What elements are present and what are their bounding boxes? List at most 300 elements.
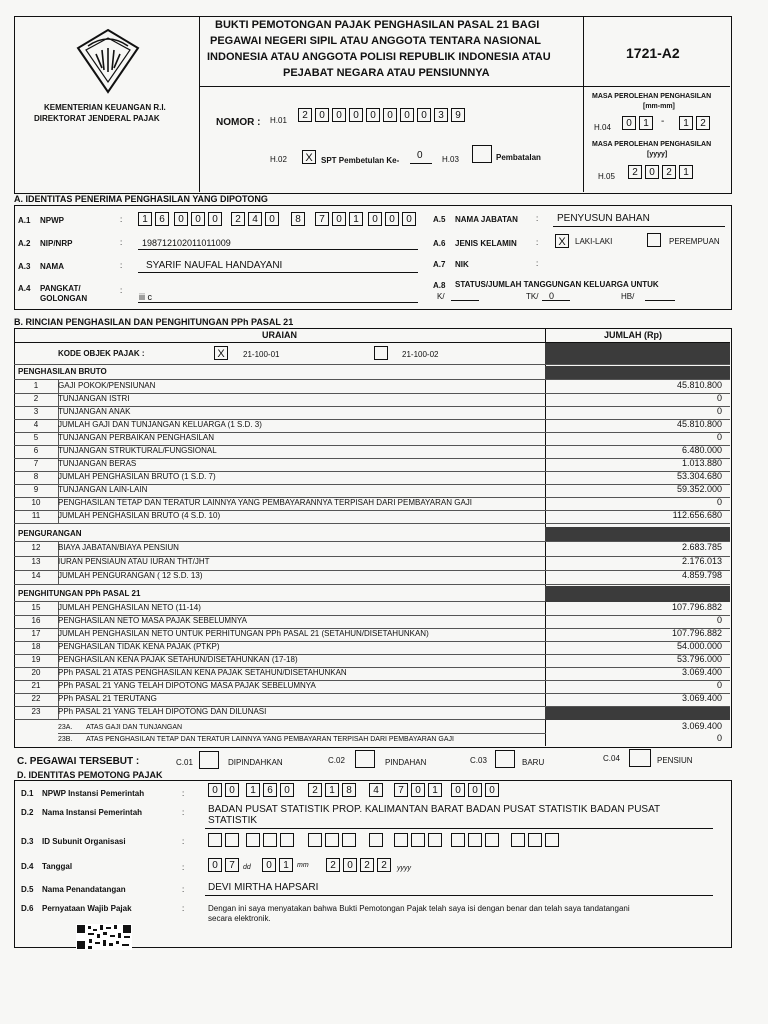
row-number: 8 bbox=[33, 472, 39, 481]
masa-from-digit[interactable]: 1 bbox=[639, 116, 653, 130]
npwp-digit[interactable]: 0 bbox=[402, 212, 416, 226]
row-23b-value[interactable]: 0 bbox=[716, 733, 722, 743]
pindahan-checkbox[interactable] bbox=[355, 750, 375, 768]
mm-label: mm bbox=[297, 862, 309, 869]
d2-code: D.2 bbox=[21, 808, 34, 817]
row-amount[interactable]: 112.656.680 bbox=[672, 510, 722, 520]
date-month-cells bbox=[262, 858, 296, 872]
row-amount[interactable]: 2.683.785 bbox=[681, 542, 722, 552]
row-amount[interactable]: 107.796.882 bbox=[671, 602, 722, 612]
jabatan-line bbox=[553, 226, 725, 227]
form-title-line-3: INDONESIA ATAU ANGGOTA POLISI REPUBLIK INDONESIA ATAU bbox=[207, 51, 551, 63]
row-description: PPh PASAL 21 ATAS PENGHASILAN KENA PAJAK SETAHUN/DISETAHUNKAN bbox=[58, 668, 347, 677]
table-row bbox=[14, 497, 730, 511]
section-b-heading: B. RINCIAN PENGHASILAN DAN PENGHITUNGAN PPh PASAL 21 bbox=[14, 317, 294, 327]
kode-21-100-02-label: 21-100-02 bbox=[402, 350, 439, 359]
a4-colon: : bbox=[120, 286, 123, 295]
nik-label: NIK bbox=[455, 260, 469, 269]
statement-line-2: secara elektronik. bbox=[208, 914, 271, 923]
row-23b-text: ATAS PENGHASILAN TETAP DAN TERATUR LAINNYA YANG PEMBAYARAN TERPISAH DARI PEMBAYARAN GAJI bbox=[86, 736, 454, 743]
pensiun-checkbox[interactable] bbox=[629, 749, 651, 767]
date-year-digit[interactable]: 2 bbox=[360, 858, 374, 872]
d1-group-5 bbox=[394, 783, 445, 797]
golongan-line bbox=[138, 302, 418, 303]
a5-colon: : bbox=[536, 214, 539, 223]
d1-npwp-digit[interactable]: 0 bbox=[208, 783, 222, 797]
npwp-digit[interactable]: 0 bbox=[174, 212, 188, 226]
perempuan-checkbox[interactable] bbox=[647, 233, 661, 247]
d3-cell[interactable] bbox=[246, 833, 260, 847]
d1-colon: : bbox=[182, 789, 185, 798]
d1-npwp-digit[interactable]: 1 bbox=[428, 783, 442, 797]
row-number: 21 bbox=[31, 681, 41, 690]
row-number: 4 bbox=[33, 420, 39, 429]
form-title-line-1: BUKTI PEMOTONGAN PAJAK PENGHASILAN PASAL 21 BAGI bbox=[215, 19, 540, 31]
npwp-digit[interactable]: 0 bbox=[191, 212, 205, 226]
table-row bbox=[14, 615, 730, 629]
d1-npwp-digit[interactable]: 2 bbox=[308, 783, 322, 797]
row-amount[interactable]: 107.796.882 bbox=[671, 628, 722, 638]
table-row bbox=[14, 628, 730, 642]
tk-value[interactable]: 0 bbox=[549, 291, 555, 301]
form-title-line-4: PEJABAT NEGARA ATAU PENSIUNNYA bbox=[283, 67, 490, 79]
npwp-digit[interactable]: 6 bbox=[155, 212, 169, 226]
row-number: 18 bbox=[31, 642, 41, 651]
signer-name[interactable]: DEVI MIRTHA HAPSARI bbox=[208, 882, 319, 893]
row-23a-text: ATAS GAJI DAN TUNJANGAN bbox=[86, 724, 183, 731]
d1-code: D.1 bbox=[21, 789, 34, 798]
nomor-digit[interactable]: 2 bbox=[298, 108, 312, 122]
row-description: PPh PASAL 21 YANG TELAH DIPOTONG MASA PAJAK SEBELUMNYA bbox=[58, 681, 316, 690]
pembatalan-checkbox[interactable] bbox=[472, 145, 492, 163]
nomor-digit[interactable]: 9 bbox=[451, 108, 465, 122]
npwp-digit[interactable]: 7 bbox=[315, 212, 329, 226]
row-23b-code: 23B. bbox=[58, 736, 73, 743]
c01-code: C.01 bbox=[176, 758, 193, 767]
nomor-digit[interactable]: 0 bbox=[383, 108, 397, 122]
row-amount[interactable]: 1.013.880 bbox=[681, 458, 722, 468]
d3-colon: : bbox=[182, 837, 185, 846]
row-description: JUMLAH GAJI DAN TUNJANGAN KELUARGA (1 S.D. 3) bbox=[58, 420, 262, 429]
row-description: PENGHASILAN TETAP DAN TERATUR LAINNYA YANG PEMBAYARANNYA TERPISAH DARI PEMBAYARAN GAJI bbox=[58, 498, 473, 507]
d3-label: ID Subunit Organisasi bbox=[42, 837, 126, 846]
header-divider-1 bbox=[199, 16, 200, 192]
d1-npwp-digit[interactable]: 4 bbox=[369, 783, 383, 797]
tk-line bbox=[542, 300, 570, 301]
masa-from-cells bbox=[622, 116, 656, 130]
row-description: TUNJANGAN LAIN-LAIN bbox=[58, 485, 148, 494]
d3-cell[interactable] bbox=[528, 833, 542, 847]
d3-cell[interactable] bbox=[545, 833, 559, 847]
table-row bbox=[14, 432, 730, 446]
d3-cell[interactable] bbox=[280, 833, 294, 847]
k-line bbox=[451, 300, 479, 301]
d3-cell[interactable] bbox=[325, 833, 339, 847]
date-year-cells bbox=[326, 858, 394, 872]
d1-group-1 bbox=[208, 783, 242, 797]
c04-code: C.04 bbox=[603, 754, 620, 763]
d3-group-5 bbox=[394, 833, 445, 847]
row-23b bbox=[58, 734, 546, 745]
d4-label: Tanggal bbox=[42, 862, 73, 871]
d1-npwp-digit[interactable]: 0 bbox=[451, 783, 465, 797]
row-description: JUMLAH PENGHASILAN NETO UNTUK PERHITUNGAN PPh PASAL 21 (SETAHUN/DISETAHUNKAN) bbox=[58, 629, 429, 638]
d5-colon: : bbox=[182, 885, 185, 894]
col-jumlah: JUMLAH (Rp) bbox=[604, 330, 662, 340]
table-row bbox=[14, 641, 730, 655]
table-row bbox=[14, 458, 730, 472]
pengurangan-heading-text: PENGURANGAN bbox=[18, 529, 82, 538]
d3-group-7 bbox=[511, 833, 562, 847]
jabatan-value[interactable]: PENYUSUN BAHAN bbox=[557, 213, 650, 224]
d1-npwp-digit[interactable]: 0 bbox=[280, 783, 294, 797]
dipindahkan-label: DIPINDAHKAN bbox=[228, 758, 283, 767]
a2-colon: : bbox=[120, 238, 123, 247]
d1-npwp-digit[interactable]: 8 bbox=[342, 783, 356, 797]
npwp-digit[interactable]: 1 bbox=[138, 212, 152, 226]
a6-code: A.6 bbox=[433, 239, 446, 248]
yyyy-label: yyyy bbox=[397, 865, 411, 872]
a8-code: A.8 bbox=[433, 281, 446, 290]
pph-shade bbox=[545, 586, 730, 602]
d2-colon: : bbox=[182, 808, 185, 817]
k-label: K/ bbox=[437, 292, 445, 301]
a2-code: A.2 bbox=[18, 239, 31, 248]
table-row bbox=[14, 693, 730, 707]
table-row bbox=[14, 406, 730, 420]
baru-checkbox[interactable] bbox=[495, 750, 515, 768]
a6-colon: : bbox=[536, 238, 539, 247]
d3-group-2 bbox=[246, 833, 297, 847]
a3-code: A.3 bbox=[18, 262, 31, 271]
a7-colon: : bbox=[536, 259, 539, 268]
h05-label: H.05 bbox=[598, 172, 615, 181]
spt-pembetulan-value[interactable]: 0 bbox=[417, 150, 423, 161]
status-label: STATUS/JUMLAH TANGGUNGAN KELUARGA UNTUK bbox=[455, 280, 659, 289]
d3-cell[interactable] bbox=[369, 833, 383, 847]
d3-cell[interactable] bbox=[428, 833, 442, 847]
row-number: 16 bbox=[31, 616, 41, 625]
table-row bbox=[14, 419, 730, 433]
nomor-cells bbox=[298, 108, 468, 122]
row-number: 5 bbox=[33, 433, 39, 442]
year-digit[interactable]: 2 bbox=[628, 165, 642, 179]
d3-cell[interactable] bbox=[451, 833, 465, 847]
nama-value[interactable]: SYARIF NAUFAL HANDAYANI bbox=[146, 260, 283, 271]
row-amount[interactable]: 3.069.400 bbox=[681, 667, 722, 677]
kode-21-100-01-checkbox[interactable]: X bbox=[214, 346, 228, 360]
table-row bbox=[14, 556, 730, 571]
kode-21-100-01-label: 21-100-01 bbox=[243, 350, 280, 359]
d1-group-6 bbox=[451, 783, 502, 797]
npwp-group-2 bbox=[174, 212, 225, 226]
date-day-cells bbox=[208, 858, 242, 872]
masa-to-digit[interactable]: 2 bbox=[696, 116, 710, 130]
npwp-group-6 bbox=[368, 212, 419, 226]
c02-code: C.02 bbox=[328, 756, 345, 765]
row-number: 10 bbox=[31, 498, 41, 507]
row-description: JUMLAH PENGHASILAN BRUTO (1 S.D. 7) bbox=[58, 472, 216, 481]
npwp-group-1 bbox=[138, 212, 172, 226]
spt-pembetulan-label: SPT Pembetulan Ke- bbox=[321, 156, 400, 165]
table-row bbox=[14, 680, 730, 694]
d3-cell[interactable] bbox=[411, 833, 425, 847]
d4-code: D.4 bbox=[21, 862, 34, 871]
masa-label-2: MASA PEROLEHAN PENGHASILAN bbox=[592, 141, 712, 148]
row-number: 12 bbox=[31, 543, 41, 552]
masa-from-digit[interactable]: 0 bbox=[622, 116, 636, 130]
d1-group-2 bbox=[246, 783, 297, 797]
djp-logo-icon bbox=[72, 26, 144, 96]
kode-bottom-line bbox=[14, 364, 730, 365]
form-code: 1721-A2 bbox=[626, 45, 680, 61]
d1-npwp-digit[interactable]: 6 bbox=[263, 783, 277, 797]
npwp-digit[interactable]: 8 bbox=[291, 212, 305, 226]
npwp-digit[interactable]: 0 bbox=[332, 212, 346, 226]
d3-cell[interactable] bbox=[468, 833, 482, 847]
npwp-label: NPWP bbox=[40, 216, 64, 225]
d3-cell[interactable] bbox=[208, 833, 222, 847]
row-description: TUNJANGAN BERAS bbox=[58, 459, 137, 468]
golongan-value[interactable]: iii c bbox=[139, 292, 152, 302]
dipindahkan-checkbox[interactable] bbox=[199, 751, 219, 769]
d1-npwp-digit[interactable]: 0 bbox=[468, 783, 482, 797]
npwp-digit[interactable]: 2 bbox=[231, 212, 245, 226]
row-number: 19 bbox=[31, 655, 41, 664]
row-amount[interactable]: 4.859.798 bbox=[681, 570, 722, 580]
row-number: 6 bbox=[33, 446, 39, 455]
row-number: 15 bbox=[31, 603, 41, 612]
laki-laki-label: LAKI-LAKI bbox=[575, 237, 613, 246]
nomor-digit[interactable]: 0 bbox=[349, 108, 363, 122]
row-description: BIAYA JABATAN/BIAYA PENSIUN bbox=[58, 543, 179, 552]
row-23a-code: 23A. bbox=[58, 724, 73, 731]
row-description: TUNJANGAN ISTRI bbox=[58, 394, 130, 403]
row-description: JUMLAH PENGHASILAN BRUTO (4 S.D. 10) bbox=[58, 511, 221, 520]
year-digit[interactable]: 0 bbox=[645, 165, 659, 179]
a1-code: A.1 bbox=[18, 216, 31, 225]
a1-colon: : bbox=[120, 215, 123, 224]
bruto-heading-text: PENGHASILAN BRUTO bbox=[18, 367, 107, 376]
row-description: GAJI POKOK/PENSIUNAN bbox=[58, 381, 156, 390]
pembatalan-label: Pembatalan bbox=[496, 153, 541, 162]
year-digit[interactable]: 2 bbox=[662, 165, 676, 179]
kode-21-100-02-checkbox[interactable] bbox=[374, 346, 388, 360]
a7-code: A.7 bbox=[433, 260, 446, 269]
masa-to-digit[interactable]: 1 bbox=[679, 116, 693, 130]
row-amount[interactable]: 0 bbox=[716, 432, 722, 442]
h04-label: H.04 bbox=[594, 123, 611, 132]
table-row bbox=[14, 602, 730, 616]
jk-label: JENIS KELAMIN bbox=[455, 239, 517, 248]
row-number: 22 bbox=[31, 694, 41, 703]
row-number: 20 bbox=[31, 668, 41, 677]
d3-cell[interactable] bbox=[263, 833, 277, 847]
row-description: PPh PASAL 21 TERUTANG bbox=[58, 694, 157, 703]
row-amount[interactable]: 0 bbox=[716, 680, 722, 690]
row-number: 23 bbox=[31, 707, 41, 716]
row-amount[interactable]: 0 bbox=[716, 406, 722, 416]
table-row bbox=[14, 445, 730, 459]
row-amount[interactable]: 0 bbox=[716, 615, 722, 625]
d3-cell[interactable] bbox=[485, 833, 499, 847]
row-number: 7 bbox=[33, 459, 39, 468]
qr-code-icon bbox=[76, 924, 132, 950]
kode-objek-label: KODE OBJEK PAJAK : bbox=[58, 349, 145, 358]
date-year-digit[interactable]: 0 bbox=[343, 858, 357, 872]
d3-group-6 bbox=[451, 833, 502, 847]
d1-npwp-digit[interactable]: 1 bbox=[246, 783, 260, 797]
row-description: TUNJANGAN STRUKTURAL/FUNGSIONAL bbox=[58, 446, 217, 455]
table-row bbox=[14, 484, 730, 498]
row-amount[interactable]: 45.810.800 bbox=[676, 419, 722, 429]
d1-npwp-digit[interactable]: 1 bbox=[325, 783, 339, 797]
col-uraian: URAIAN bbox=[262, 330, 297, 340]
npwp-digit[interactable]: 0 bbox=[265, 212, 279, 226]
row-amount[interactable]: 53.304.680 bbox=[676, 471, 722, 481]
npwp-digit[interactable]: 1 bbox=[349, 212, 363, 226]
table-row bbox=[14, 471, 730, 485]
d1-npwp-digit[interactable]: 7 bbox=[394, 783, 408, 797]
date-month-digit[interactable]: 1 bbox=[279, 858, 293, 872]
nomor-label: NOMOR : bbox=[216, 117, 261, 128]
nama-line bbox=[138, 272, 418, 273]
d3-code: D.3 bbox=[21, 837, 34, 846]
masa-format-1: [mm-mm] bbox=[643, 103, 675, 110]
d1-npwp-digit[interactable]: 0 bbox=[225, 783, 239, 797]
a5-code: A.5 bbox=[433, 215, 446, 224]
h03-label: H.03 bbox=[442, 155, 459, 164]
h01-label: H.01 bbox=[270, 116, 287, 125]
npwp-digit[interactable]: 0 bbox=[385, 212, 399, 226]
year-cells bbox=[628, 165, 696, 179]
npwp-digit[interactable]: 0 bbox=[368, 212, 382, 226]
nama-label: NAMA bbox=[40, 262, 64, 271]
d1-npwp-digit[interactable]: 0 bbox=[411, 783, 425, 797]
directorate-name: DIREKTORAT JENDERAL PAJAK bbox=[34, 114, 160, 123]
pensiun-label: PENSIUN bbox=[657, 756, 693, 765]
d3-group-4 bbox=[369, 833, 386, 847]
pangkat-label: PANGKAT/ bbox=[40, 284, 81, 293]
masa-label-1: MASA PEROLEHAN PENGHASILAN bbox=[592, 93, 712, 100]
hb-label: HB/ bbox=[621, 292, 635, 301]
statement-line-1: Dengan ini saya menyatakan bahwa Bukti Pemotongan Pajak telah saya isi dengan benar dan telah saya tandatangani bbox=[208, 904, 630, 913]
perempuan-label: PEREMPUAN bbox=[669, 237, 720, 246]
a3-colon: : bbox=[120, 261, 123, 270]
d3-cell[interactable] bbox=[308, 833, 322, 847]
npwp-digit[interactable]: 4 bbox=[248, 212, 262, 226]
form-code-divider bbox=[583, 86, 730, 87]
pengurangan-shade bbox=[545, 527, 730, 541]
row23-shade bbox=[545, 707, 730, 720]
section-a-heading: A. IDENTITAS PENERIMA PENGHASILAN YANG DIPOTONG bbox=[14, 194, 268, 204]
d3-group-3 bbox=[308, 833, 359, 847]
table-row bbox=[14, 667, 730, 681]
row-23a bbox=[58, 722, 546, 734]
d3-cell[interactable] bbox=[394, 833, 408, 847]
d3-cell[interactable] bbox=[342, 833, 356, 847]
row-description: JUMLAH PENGURANGAN ( 12 S.D. 13) bbox=[58, 571, 203, 580]
row-amount[interactable]: 6.480.000 bbox=[681, 445, 722, 455]
row-amount[interactable]: 3.069.400 bbox=[681, 693, 722, 703]
d6-label: Pernyataan Wajib Pajak bbox=[42, 904, 132, 913]
d1-group-4 bbox=[369, 783, 386, 797]
row-number: 11 bbox=[31, 511, 41, 520]
row-amount[interactable]: 53.796.000 bbox=[676, 654, 722, 664]
tk-label: TK/ bbox=[526, 292, 539, 301]
pindahan-label: PINDAHAN bbox=[385, 758, 427, 767]
row-amount[interactable]: 0 bbox=[716, 393, 722, 403]
row-number: 17 bbox=[31, 629, 41, 638]
signer-line bbox=[205, 895, 713, 896]
npwp-group-3 bbox=[231, 212, 282, 226]
row-description: PENGHASILAN NETO MASA PAJAK SEBELUMNYA bbox=[58, 616, 247, 625]
row-amount[interactable]: 54.000.000 bbox=[676, 641, 722, 651]
row-number: 1 bbox=[33, 381, 39, 390]
row-amount[interactable]: 2.176.013 bbox=[681, 556, 722, 566]
nomor-digit[interactable]: 0 bbox=[417, 108, 431, 122]
kode-shade bbox=[545, 343, 730, 364]
row-description: JUMLAH PENGHASILAN NETO (11-14) bbox=[58, 603, 201, 612]
row-description: IURAN PENSIAUN ATAU IURAN THT/JHT bbox=[58, 557, 210, 566]
table-row bbox=[14, 542, 730, 557]
row-amount[interactable]: 59.352.000 bbox=[676, 484, 722, 494]
nomor-digit[interactable]: 3 bbox=[434, 108, 448, 122]
nomor-digit[interactable]: 0 bbox=[366, 108, 380, 122]
d3-cell[interactable] bbox=[225, 833, 239, 847]
d2-value-line-2[interactable]: STATISTIK bbox=[208, 815, 258, 826]
row-23a-value[interactable]: 3.069.400 bbox=[681, 721, 722, 731]
section-d-heading: D. IDENTITAS PEMOTONG PAJAK bbox=[17, 770, 163, 780]
d5-label: Nama Penandatangan bbox=[42, 885, 126, 894]
baru-label: BARU bbox=[522, 758, 545, 767]
npwp-digit[interactable]: 0 bbox=[208, 212, 222, 226]
table-row bbox=[14, 510, 730, 524]
row-amount[interactable]: 45.810.800 bbox=[676, 380, 722, 390]
spt-pembetulan-checkbox[interactable]: X bbox=[302, 150, 316, 164]
nomor-digit[interactable]: 0 bbox=[315, 108, 329, 122]
table-row bbox=[14, 654, 730, 668]
row-amount[interactable]: 0 bbox=[716, 497, 722, 507]
date-day-digit[interactable]: 0 bbox=[208, 858, 222, 872]
d4-colon: : bbox=[182, 863, 185, 872]
d1-group-3 bbox=[308, 783, 359, 797]
row-description: TUNJANGAN ANAK bbox=[58, 407, 131, 416]
d3-group-1 bbox=[208, 833, 242, 847]
spt-value-line bbox=[410, 163, 432, 164]
nomor-digit[interactable]: 0 bbox=[400, 108, 414, 122]
date-month-digit[interactable]: 0 bbox=[262, 858, 276, 872]
section-c-heading: C. PEGAWAI TERSEBUT : bbox=[17, 756, 140, 767]
a4-code: A.4 bbox=[18, 284, 31, 293]
d5-code: D.5 bbox=[21, 885, 34, 894]
date-day-digit[interactable]: 7 bbox=[225, 858, 239, 872]
nip-value[interactable]: 198712102011011009 bbox=[142, 238, 231, 248]
table-row bbox=[14, 393, 730, 407]
d3-cell[interactable] bbox=[511, 833, 525, 847]
year-digit[interactable]: 1 bbox=[679, 165, 693, 179]
nip-label: NIP/NRP bbox=[40, 239, 73, 248]
d2-value-line-1[interactable]: BADAN PUSAT STATISTIK PROP. KALIMANTAN BARAT BADAN PUSAT STATISTIK BADAN PUSAT bbox=[208, 804, 661, 815]
date-year-digit[interactable]: 2 bbox=[326, 858, 340, 872]
table-row bbox=[14, 570, 730, 585]
d6-code: D.6 bbox=[21, 904, 34, 913]
nomor-digit[interactable]: 0 bbox=[332, 108, 346, 122]
row-number: 9 bbox=[33, 485, 39, 494]
laki-laki-checkbox[interactable]: X bbox=[555, 234, 569, 248]
d1-npwp-digit[interactable]: 0 bbox=[485, 783, 499, 797]
date-year-digit[interactable]: 2 bbox=[377, 858, 391, 872]
